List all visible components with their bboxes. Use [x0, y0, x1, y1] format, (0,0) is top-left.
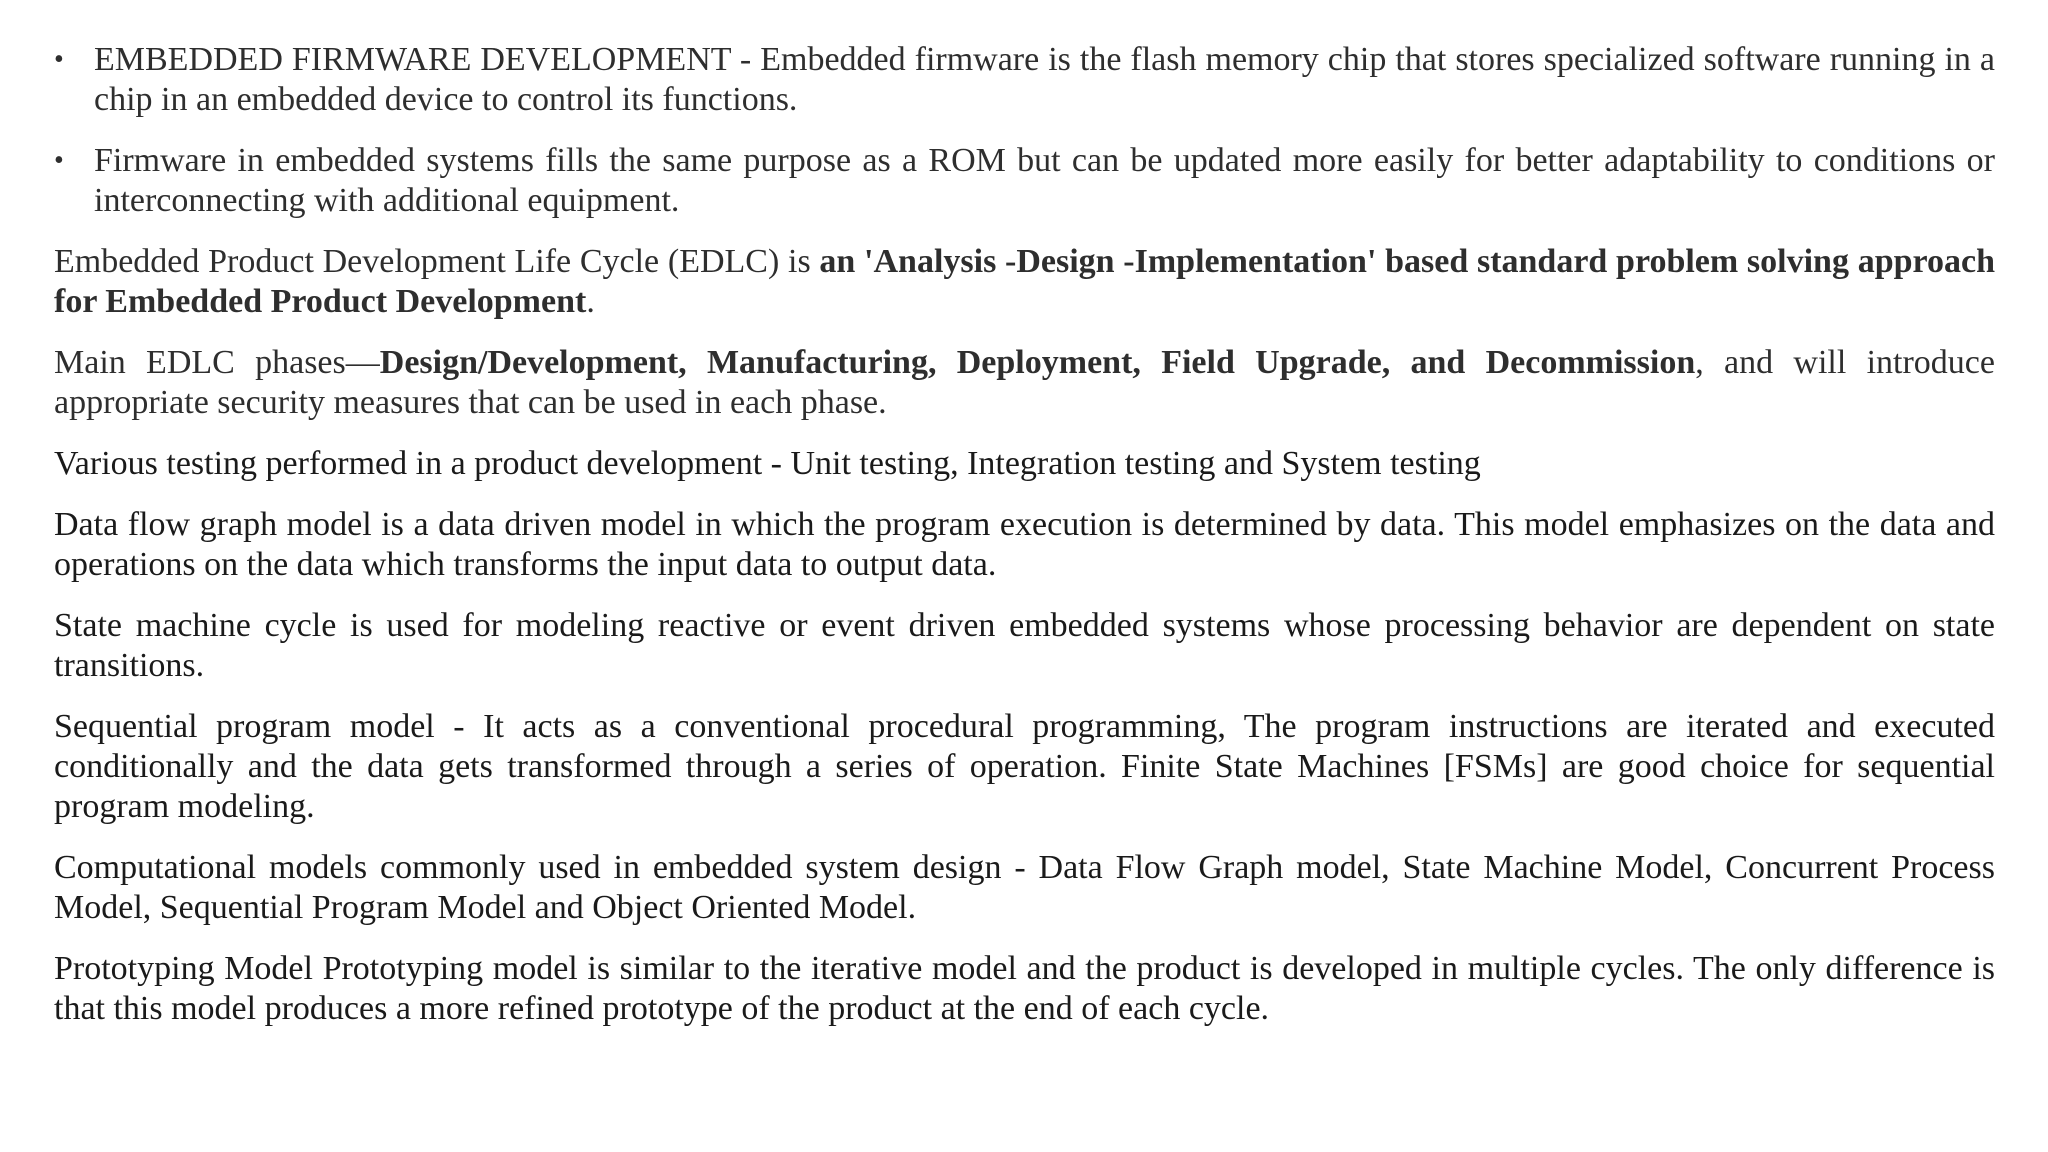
- document-body: [54, 40, 1995, 1050]
- bullet-text: EMBEDDED FIRMWARE DEVELOPMENT - Embedded firmware is the flash memory chip that stores specialized software running in a chip in an embedded device to control its functions.: [94, 41, 1995, 118]
- paragraph-edlc: [54, 242, 1995, 322]
- bullet-icon: •: [54, 145, 64, 176]
- bullet-firmware-development: [54, 40, 1995, 120]
- paragraph-data-flow: Data flow graph model is a data driven model in which the program execution is determined by data. This model emphasizes on the data and operations on the data which transforms the input data to output data.: [54, 506, 1995, 583]
- phases-lead: Main EDLC phases—: [54, 344, 380, 381]
- edlc-bold: an 'Analysis -Design -Implementation' based standard problem solving approach for Embedded Product Development: [54, 243, 1995, 320]
- bullet-firmware-rom: [54, 141, 1995, 221]
- edlc-tail: .: [586, 283, 595, 320]
- phases-bold: Design/Development, Manufacturing, Deployment, Field Upgrade, and Decommission: [379, 344, 1696, 381]
- paragraph-sequential: Sequential program model - It acts as a conventional procedural programming, The program instructions are iterated and executed conditionally and the data gets transformed through a series of operation. Finite State Machines [FSMs] are good choice for sequential program modeling.: [54, 708, 1995, 825]
- bullet-icon: •: [54, 44, 64, 75]
- paragraph-testing: Various testing performed in a product development - Unit testing, Integration testing and System testing: [54, 445, 1481, 482]
- bullet-text: Firmware in embedded systems fills the same purpose as a ROM but can be updated more easily for better adaptability to conditions or interconnecting with additional equipment.: [94, 142, 1995, 219]
- paragraph-prototyping: Prototyping Model Prototyping model is similar to the iterative model and the product is developed in multiple cycles. The only difference is that this model produces a more refined prototype of the product at the end of each cycle.: [54, 950, 1995, 1027]
- paragraph-computational: Computational models commonly used in embedded system design - Data Flow Graph model, State Machine Model, Concurrent Process Model, Sequential Program Model and Object Oriented Model.: [54, 849, 1995, 926]
- paragraph-state-machine: State machine cycle is used for modeling reactive or event driven embedded systems whose processing behavior are dependent on state transitions.: [54, 607, 1995, 684]
- edlc-lead: Embedded Product Development Life Cycle (EDLC) is: [54, 243, 820, 280]
- paragraph-edlc-phases: [54, 343, 1995, 423]
- phases-tail: , and will introduce appropriate security measures that can be used in each phase.: [54, 344, 1995, 421]
